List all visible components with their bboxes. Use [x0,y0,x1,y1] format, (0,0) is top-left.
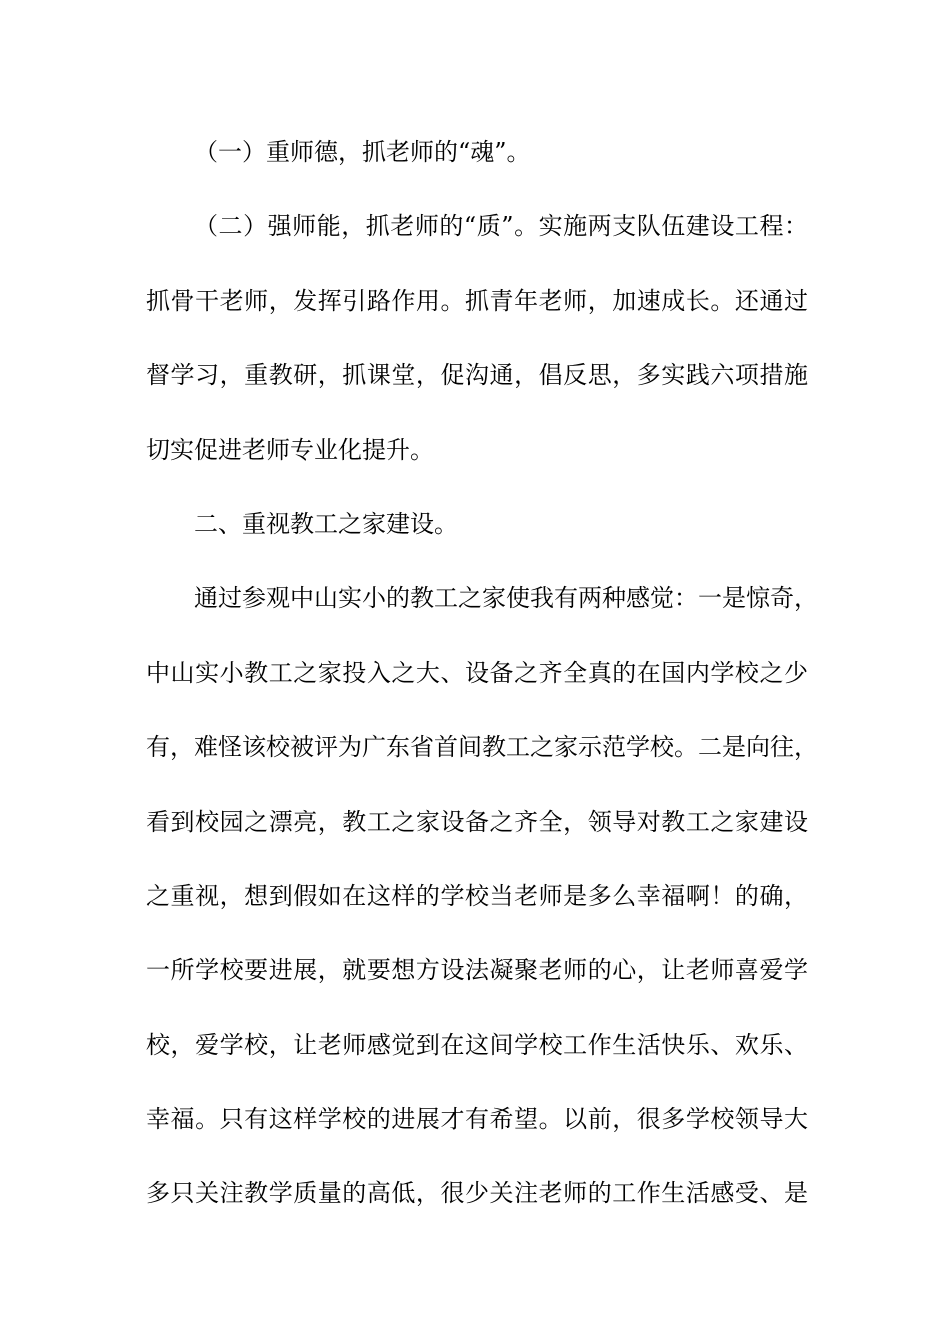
paragraph-line: 看到校园之漂亮，教工之家设备之齐全，领导对教工之家建设 [146,807,808,836]
paragraph-line: 幸福。只有这样学校的进展才有希望。以前，很多学校领导大 [146,1105,808,1134]
paragraph-line: 切实促进老师专业化提升。 [146,435,434,464]
paragraph-line: 督学习，重教研，抓课堂，促沟通，倡反思，多实践六项措施 [146,361,808,390]
subsection-heading-1: （一）重师德，抓老师的“魂”。 [194,138,531,166]
paragraph-line: 通过参观中山实小的教工之家使我有两种感觉：一是惊奇， [194,584,818,613]
paragraph-line: 多只关注教学质量的高低，很少关注老师的工作生活感受、是 [146,1179,808,1208]
paragraph-line: 一所学校要进展，就要想方设法凝聚老师的心，让老师喜爱学 [146,956,808,985]
paragraph-line: 校，爱学校，让老师感觉到在这间学校工作生活快乐、欢乐、 [146,1030,808,1059]
paragraph-line: 有，难怪该校被评为广东省首间教工之家示范学校。二是向往， [146,733,818,762]
paragraph-line: 之重视，想到假如在这样的学校当老师是多么幸福啊！的确， [146,881,808,910]
paragraph-line: 抓骨干老师，发挥引路作用。抓青年老师，加速成长。还通过 [146,286,808,315]
document-body [146,128,818,1244]
section-heading: 二、重视教工之家建设。 [194,509,458,538]
paragraph-line: 中山实小教工之家投入之大、设备之齐全真的在国内学校之少 [146,658,808,687]
subsection-heading-2: （二）强师能，抓老师的“质”。实施两支队伍建设工程： [194,212,808,241]
